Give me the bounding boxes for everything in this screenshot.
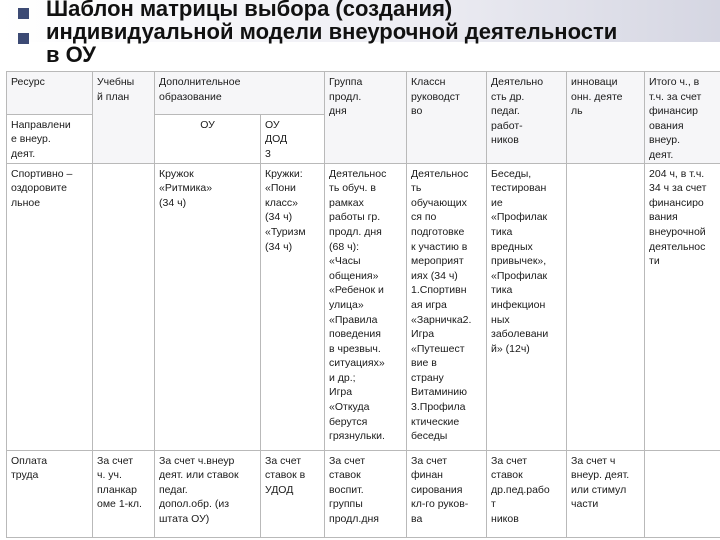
activity-matrix-table	[6, 71, 720, 538]
row-sport-ou: Кружок «Ритмика» (34 ч)	[155, 163, 261, 450]
row-pay-innovation: За счет ч внеур. деят. или стимул части	[567, 450, 645, 537]
header-total: Итого ч., в т.ч. за счет финансир ования внеур. деят.	[645, 72, 720, 164]
header-addl-education: Дополнительное образование	[155, 72, 325, 115]
row-pay-label: Оплата труда	[7, 450, 93, 537]
row-sport-staff-activity: Беседы, тестирован ие «Профилак тика вредных привычек», «Профилак тика инфекцион ных заболевани й» (12ч)	[487, 163, 567, 450]
header-extended-day-group: Группа продл. дня	[325, 72, 407, 164]
row-pay-total	[645, 450, 720, 537]
row-pay-extended-day-group: За счет ставок воспит. группы продл.дня	[325, 450, 407, 537]
row-pay-staff-activity: За счет ставок др.пед.рабо т ников	[487, 450, 567, 537]
slide-title	[46, 0, 720, 66]
row-pay-class-teacher: За счет финан сирования кл-го руков- ва	[407, 450, 487, 537]
subheader-ou-dod: ОУ ДОД 3	[261, 114, 325, 163]
row-sport-extended-day-group: Деятельнос ть обуч. в рамках работы гр. продл. дня (68 ч): «Часы общения» «Ребенок и улица» «Правила поведения в чрезвыч. ситуациях» и др.; Игра «Откуда берутся грязнульки.	[325, 163, 407, 450]
row-pay-ou: За счет ч.внеур деят. или ставок педаг. допол.обр. (из штата ОУ)	[155, 450, 261, 537]
table-header-row	[7, 72, 720, 115]
subheader-ou: ОУ	[155, 114, 261, 163]
row-sport-innovation	[567, 163, 645, 450]
row-sport-curriculum	[93, 163, 155, 450]
slide-title-line: Шаблон матрицы выбора (создания)	[46, 0, 453, 21]
row-pay-curriculum: За счет ч. уч. планкар оме 1-кл.	[93, 450, 155, 537]
subheader-direction: Направлени е внеур. деят.	[7, 114, 93, 163]
header-resource: Ресурс	[7, 72, 93, 115]
header-curriculum: Учебны й план	[93, 72, 155, 164]
row-sport-label: Спортивно – оздоровите льное	[7, 163, 93, 450]
row-sport-class-teacher: Деятельнос ть обучающих ся по подготовке к участию в мероприят иях (34 ч) 1.Спортивн ая игра «Зарничка2. Игра «Путешест вие в страну Витаминию 3.Профила ктические беседы	[407, 163, 487, 450]
row-sport-ou-dod: Кружки: «Пони класс» (34 ч) «Туризм (34 ч)	[261, 163, 325, 450]
row-pay-ou-dod: За счет ставок в УДОД	[261, 450, 325, 537]
header-staff-activity: Деятельно сть др. педаг. работ- ников	[487, 72, 567, 164]
table-row-sport	[7, 163, 720, 450]
title-bullet-icon	[18, 33, 29, 44]
slide-title-line: в ОУ	[46, 42, 96, 67]
table-row-pay	[7, 450, 720, 537]
row-sport-total: 204 ч, в т.ч. 34 ч за счет финансиро вания внеурочной деятельнос ти	[645, 163, 720, 450]
header-class-teacher: Классн руководст во	[407, 72, 487, 164]
slide-title-line: индивидуальной модели внеурочной деятельности	[46, 19, 618, 44]
header-innovation: инноваци онн. деяте ль	[567, 72, 645, 164]
title-bullet-icon	[18, 8, 29, 19]
